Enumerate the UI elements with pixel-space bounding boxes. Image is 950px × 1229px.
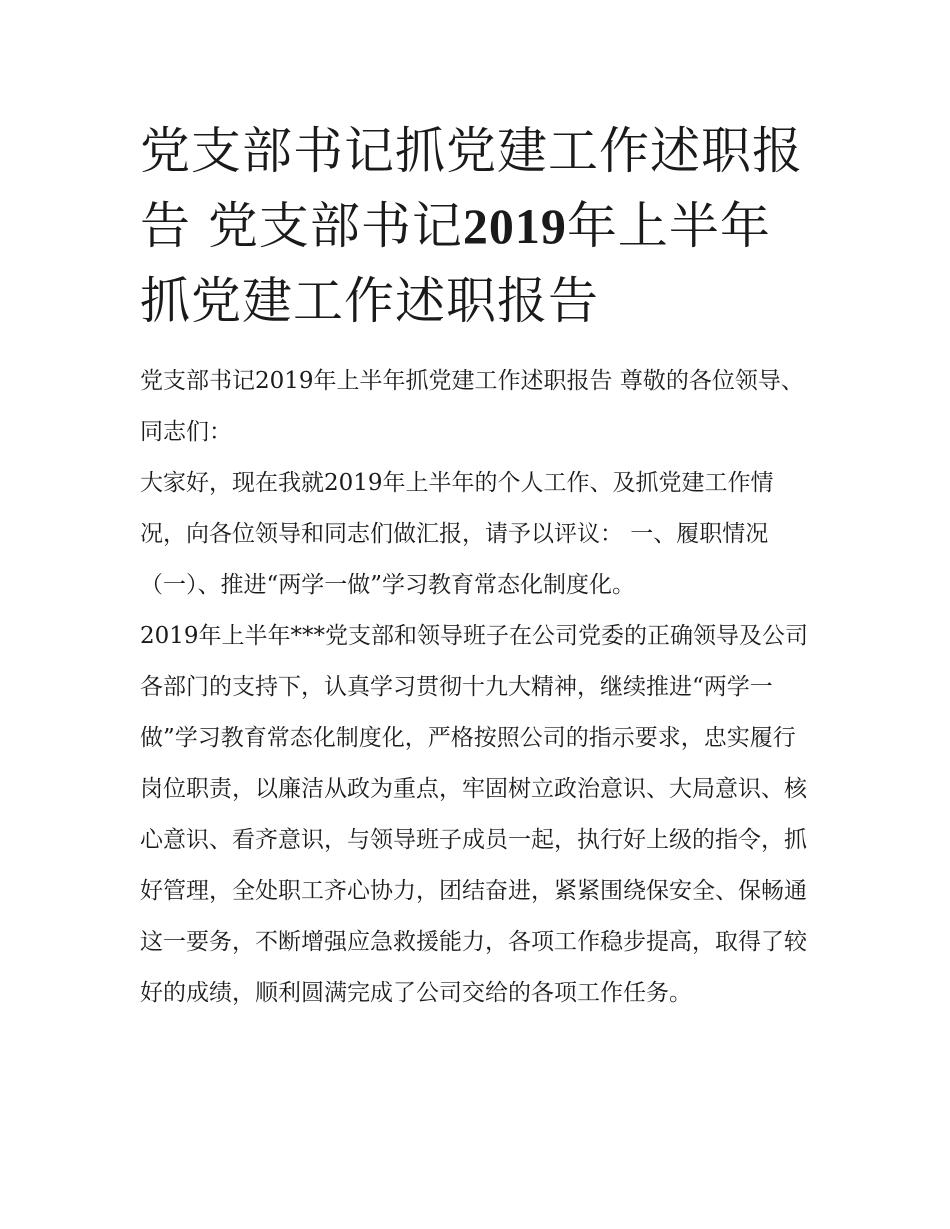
paragraph-opening: 大家好，现在我就2019年上半年的个人工作、及抓党建工作情况，向各位领导和同志们做汇报，请予以评议： 一、履职情况 — [140, 470, 774, 547]
paragraph-body: 2019年上半年***党支部和领导班子在公司党委的正确领导及公司各部门的支持下，认真学习贯彻十九大精神，继续推进“两学一做”学习教育常态化制度化，严格按照公司的指示要求，忠实履行岗位职责，以廉洁从政为重点，牢固树立政治意识、大局意识、核心意识、看齐意识，与领导班子成员一起，执行好上级的指令，抓好管理，全处职工齐心协力，团结奋进，紧紧围绕保安全、保畅通这一要务，不断增强应急救援能力，各项工作稳步提高，取得了较好的成绩，顺利圆满完成了公司交给的各项工作任务。 — [140, 623, 809, 1006]
title-part-2: 年上半年抓党建工作述职报告 — [140, 197, 771, 330]
title-part-1: 党支部书记抓党建工作述职报告 党支部书记 — [140, 122, 803, 255]
document-title — [140, 114, 820, 339]
title-year: 2019 — [462, 198, 567, 254]
paragraph-section-heading: （一）、推进“两学一做”学习教育常态化制度化。 — [140, 572, 636, 598]
document-body — [140, 356, 812, 1019]
paragraph-salutation: 党支部书记2019年上半年抓党建工作述职报告 尊敬的各位领导、同志们： — [140, 368, 804, 445]
